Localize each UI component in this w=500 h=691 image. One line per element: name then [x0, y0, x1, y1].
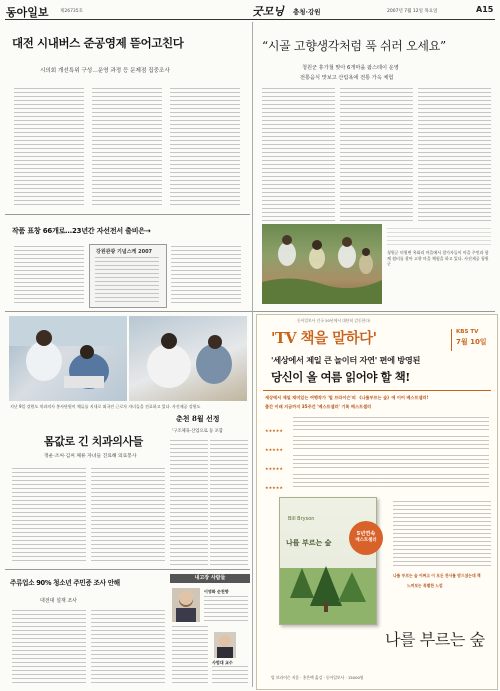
sticker-line-1: 5년연속: [356, 531, 376, 537]
book-title-large: 나를 부르는 숲: [385, 630, 485, 649]
book-cover-title: 나를 부르는 숲: [286, 539, 332, 547]
village-article-title: “시골 고향생각처럼 푹 쉬러 오세요”: [262, 39, 446, 53]
newspaper-logo: 동아일보: [6, 6, 49, 19]
masthead: [0, 0, 500, 20]
issue-number: 제26735호: [60, 9, 84, 14]
brand-article-title: 작품 표창 66개로…23년간 자선전서 출비은→: [12, 227, 151, 235]
ad-review-3-text: [293, 455, 489, 469]
people-box: [170, 574, 250, 688]
village-caption-lines: [387, 228, 491, 248]
dental-photo-2-image: [129, 316, 247, 401]
masthead-divider: [5, 19, 495, 20]
issue-date: 2007년 7월 12일 목요일: [387, 9, 438, 14]
fair-article-body-col2: [210, 440, 248, 566]
bestseller-sticker: [349, 521, 383, 555]
bus-article-body-col1: [14, 88, 84, 208]
brand-article-body-col3: [171, 246, 241, 304]
ad-review-1-text: [293, 417, 489, 431]
ad-review-2-text: [293, 436, 489, 450]
ad-intro-2: 출간 이래 지금까지 35주간 '베스트셀러' 기록 베스트셀러: [265, 404, 372, 409]
book-advertisement: [256, 314, 498, 690]
ad-headline-2: '세상에서 제일 큰 놀이터 자연' 편에 방영된: [271, 355, 421, 365]
village-article-body-col2: [340, 88, 413, 222]
fair-article-title: 춘천 8월 선정: [176, 414, 220, 423]
ad-quote-2: 느껴보는 특별한 느낌: [407, 583, 443, 588]
festival-box-body: [95, 257, 159, 303]
festival-box: [89, 244, 167, 308]
dental-photo-2: [129, 316, 247, 401]
people-box-body-col1: [172, 626, 208, 684]
bus-article-title: 대전 시내버스 준공영제 뜯어고친다: [12, 36, 184, 50]
teeth-article-title: 몸값로 긴 치과의사들: [44, 435, 143, 448]
svg-text:Bill Bryson: Bill Bryson: [288, 516, 315, 522]
youth-article-body-col1: [12, 610, 86, 685]
review-stars: ★★★★★: [265, 447, 283, 452]
bus-article-body-col3: [170, 88, 240, 208]
ad-quote-1: 나를 부르는 숲 어쩌고 이 모든 찬사를 받으셨는데 책: [393, 573, 481, 578]
person-name-2: 사범대 교수: [212, 660, 233, 665]
youth-article-title: 주류업소 90% 청소년 주민증 조사 안해: [10, 579, 120, 587]
people-box-body-col2: [212, 666, 248, 684]
bus-article-body-col2: [92, 88, 162, 208]
column-divider: [5, 214, 250, 215]
section-name: 충청·강원: [293, 8, 321, 16]
village-photo: [262, 224, 382, 304]
page-number: A15: [476, 5, 494, 14]
book-cover-art: [280, 498, 376, 624]
village-article-body-col1: [262, 88, 335, 222]
festival-box-title: 강원관광 기념스케 2007: [96, 249, 153, 255]
person-portrait-2-image: [214, 632, 236, 658]
ad-review-4-text: [293, 474, 489, 488]
ad-headline-3: 당신이 올 여름 읽어야 할 책!: [271, 370, 410, 384]
bus-article-subtitle: 시의회 개선특위 구성…운영 과정 등 문제점 집중조사: [40, 68, 170, 74]
youth-article-subtitle: 대전대 설재 조사: [40, 598, 77, 604]
village-photo-image: [262, 224, 382, 304]
fair-article-body-col1: [170, 440, 208, 566]
kbs-badge-line1: KBS TV: [456, 329, 479, 335]
ad-headline-1: 'TV 책을 말하다': [271, 330, 377, 347]
sticker-line-2: 베스트셀러: [355, 538, 377, 543]
review-stars: ★★★★★: [265, 428, 283, 433]
kbs-badge: [451, 329, 488, 351]
column-divider: [5, 311, 495, 312]
ad-side-text: [393, 501, 491, 569]
person-bio: [204, 596, 248, 622]
book-cover: [279, 497, 377, 625]
person-portrait: [172, 588, 200, 622]
ad-intro-1: 세상에서 제일 재미있는 여행작가 '빌 브라이슨'의 《나를부르는 숲》에 이어 베스트셀러!: [265, 395, 429, 400]
ad-publisher-line: 빌 브라이슨 지음 · 홍은택 옮김 · 동아일보사 · 15000원: [271, 675, 364, 680]
review-stars: ★★★★★: [265, 485, 283, 490]
page-center-divider: [252, 22, 253, 687]
person-portrait-2: [214, 632, 236, 658]
village-article-subtitle-2: 전통음식 맛보고 산림욕에 전통 가옥 체험: [300, 75, 394, 81]
dental-photo-caption: 지난 9일 강원도 치과의사 봉사단원이 체류를 지내로 외국인 근로자 자녀들을 진료하고 있다. 사진제공 강원도: [10, 404, 201, 409]
village-article-body-col3: [418, 88, 491, 222]
dental-photo-image: [9, 316, 127, 401]
teeth-article-body-col1: [12, 468, 86, 564]
ad-divider: [263, 390, 491, 391]
ad-top-note: 동아일보사 건국 50년에서 대단히 감동한다!: [297, 318, 371, 323]
teeth-article-subtitle: 정운·조씨·김씨 체류 자녀들 진료해 의료봉사: [44, 454, 137, 459]
review-stars: ★★★★★: [265, 466, 283, 471]
fair-article-subtitle: '구조체육·산업으로 등 포함: [172, 429, 223, 434]
dental-photo: [9, 316, 127, 401]
teeth-article-body-col2: [91, 468, 165, 564]
village-article-subtitle-1: 청원군 휴가철 맞아 6개마을 팜스테이 운영: [302, 65, 399, 71]
person-name: 이영화 순천향: [204, 589, 229, 594]
village-photo-caption: 청원군 미원면 옥화리 마을에서 참가자들이 마을 주민과 함께 쉼터를 찾아 고향 마을 체험을 하고 있다. 사진제공 청원군: [387, 250, 489, 266]
kbs-badge-line2: 7월 10일: [456, 338, 487, 346]
people-box-title: 내고장 사람들: [170, 574, 250, 583]
person-portrait-image: [172, 588, 200, 622]
brand-article-body-col1: [14, 246, 84, 304]
column-divider: [5, 569, 250, 570]
section-logo: 굿모닝: [252, 5, 284, 18]
youth-article-body-col2: [91, 610, 165, 685]
